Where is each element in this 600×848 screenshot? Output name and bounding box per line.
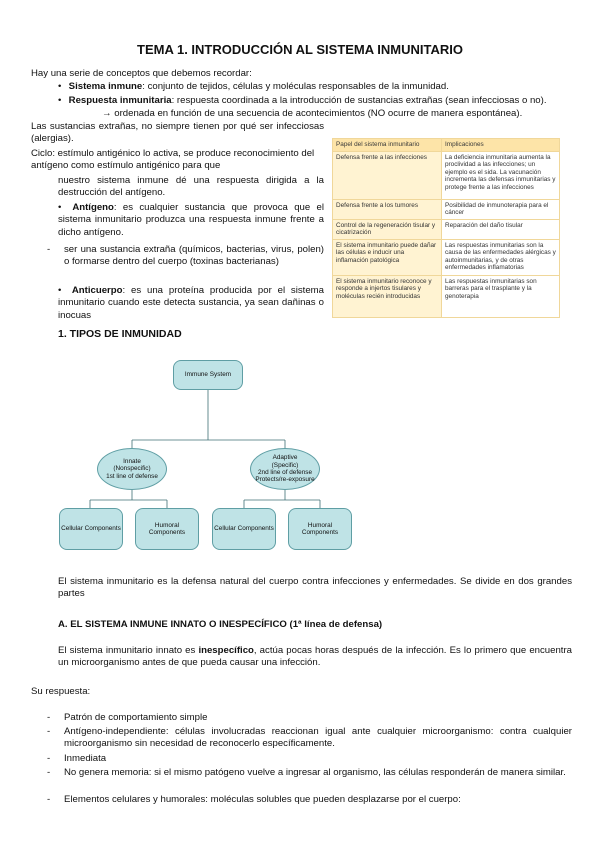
adaptive-line: 2nd line of defense (257, 469, 312, 476)
term-antigeno: Antígeno (72, 202, 114, 213)
innato-text-start: El sistema inmunitario innato es (58, 645, 199, 656)
table-cell: La deficiencia inmunitaria aumenta la proclividad a las infecciones; un ejemplo es el sida. La vacunación incrementa las defensas inmunitarias y protege frente a las infecciones (442, 151, 560, 199)
list-item: Inmediata (64, 753, 107, 764)
table-header: Implicaciones (442, 139, 560, 152)
para-ciclo: Ciclo: estímulo antigénico lo activa, se produce reconocimiento del antígeno como estímulo antigénico para que (31, 148, 315, 172)
bullet-icon: • (58, 95, 62, 106)
term-anticuerpo: Anticuerpo (71, 285, 123, 296)
def-respuesta: : respuesta coordinada a la introducción de sustancias extrañas (sean infecciosas o no). (171, 95, 547, 106)
table-cell: Defensa frente a las infecciones (333, 151, 442, 199)
bullet-icon: • (58, 285, 62, 296)
adaptive-protects: Protects/re-exposure (255, 476, 315, 484)
table-header: Papel del sistema inmunitario (333, 139, 442, 152)
term-respuesta: Respuesta inmunitaria (68, 95, 172, 106)
innate-subtitle: (Nonspecific) (113, 465, 151, 473)
table-cell: Las respuestas inmunitarias son la causa de las enfermedades alérgicas y autoinmunitarias, y de otras enfermedades inflamatorias (442, 239, 560, 275)
su-respuesta-label: Su respuesta: (31, 686, 91, 697)
node-cellular-innate: Cellular Components (59, 508, 123, 550)
dash-icon: - (47, 767, 51, 778)
node-adaptive (250, 448, 320, 490)
table-cell: El sistema inmunitario puede dañar las células e inducir una inflamación patológica (333, 239, 442, 275)
table-cell: El sistema inmunitario reconoce y responde a injertos tisulares y moléculas recién introducidas (333, 275, 442, 317)
section-heading-tipos: 1. TIPOS DE INMUNIDAD (58, 328, 182, 340)
dash-icon: - (47, 712, 51, 723)
para-sustancias: Las sustancias extrañas, no siempre tienen por qué ser infecciosas (alergias). (31, 121, 324, 145)
para-sistema-inmunitario: El sistema inmunitario es la defensa natural del cuerpo contra infecciones y enfermedades. Se divide en dos grandes partes (58, 576, 572, 600)
dash-icon: - (47, 794, 51, 805)
innate-line: 1st line of defense (106, 472, 158, 480)
term-sistema-inmune: Sistema inmune (68, 81, 143, 92)
bullet-icon: • (58, 81, 62, 92)
list-item: No genera memoria: si el mismo patógeno vuelve a ingresar al organismo, las células responderán de manera similar. (64, 767, 566, 778)
node-humoral-innate: Humoral Components (135, 508, 199, 550)
para-destruccion: nuestro sistema inmune dé una respuesta dirigida a la destrucción del antígeno. (58, 175, 324, 199)
node-cellular-adaptive: Cellular Components (212, 508, 276, 550)
innato-text-end: , actúa pocas horas después de la infección. Es lo primero que encuentra un microorganismo antes de que pueda causar una infección. (58, 645, 572, 669)
dash-icon: - (47, 726, 51, 737)
arrow-note: → ordenada en función de una secuencia de acontecimientos (NO ocurre de manera espontánea). (102, 108, 523, 119)
table-cell: Las respuestas inmunitarias son barreras para el trasplante y la genoterapia (442, 275, 560, 317)
para-innato (58, 645, 572, 670)
def-sistema-inmune: : conjunto de tejidos, células y moléculas responsables de la inmunidad. (142, 81, 449, 92)
node-humoral-adaptive: Humoral Components (288, 508, 352, 550)
page-title: TEMA 1. INTRODUCCIÓN AL SISTEMA INMUNITARIO (137, 42, 463, 57)
innate-title: Innate (123, 457, 141, 465)
list-item: Patrón de comportamiento simple (64, 712, 208, 723)
bullet-icon: • (58, 202, 62, 213)
def-antigeno: : es cualquier sustancia que provoca que el sistema inmunitario produzca una respuesta inmune frente a dicho antígeno. (58, 202, 325, 238)
table-cell: Reparación del daño tisular (442, 219, 560, 239)
innato-term: inespecífico (198, 645, 254, 656)
subheading-innato: A. EL SISTEMA INMUNE INNATO O INESPECÍFICO (1ª línea de defensa) (58, 619, 383, 630)
node-immune-system: Immune System (173, 360, 243, 390)
dash-icon: - (47, 753, 51, 764)
adaptive-title: Adaptive (272, 454, 298, 462)
def-anticuerpo: : es una proteína producida por el sistema inmunitario cuando este detecta sustancia, ya sean dañinas o inocuas (58, 285, 324, 321)
adaptive-subtitle: (Specific) (271, 461, 299, 469)
table-cell: Control de la regeneración tisular y cicatrización (333, 219, 442, 239)
table-cell: Posibilidad de inmunoterapia para el cáncer (442, 199, 560, 219)
dash-icon: - (47, 244, 51, 255)
dash-sustancia: ser una sustancia extraña (químicos, bacterias, virus, polen) o formarse dentro del cuerpo (toxinas bacterianas) (64, 244, 324, 268)
intro-text: Hay una serie de conceptos que debemos recordar: (31, 68, 252, 79)
node-innate (97, 448, 167, 490)
table-cell: Defensa frente a los tumores (333, 199, 442, 219)
list-item: Antígeno-independiente: células involucradas reaccionan igual ante cualquier microorganismo: contra cualquier microorganismo sin necesidad de reconocerlo específicamente. (64, 726, 572, 750)
list-item: Elementos celulares y humorales: moléculas solubles que pueden desplazarse por el cuerpo: (64, 794, 461, 805)
